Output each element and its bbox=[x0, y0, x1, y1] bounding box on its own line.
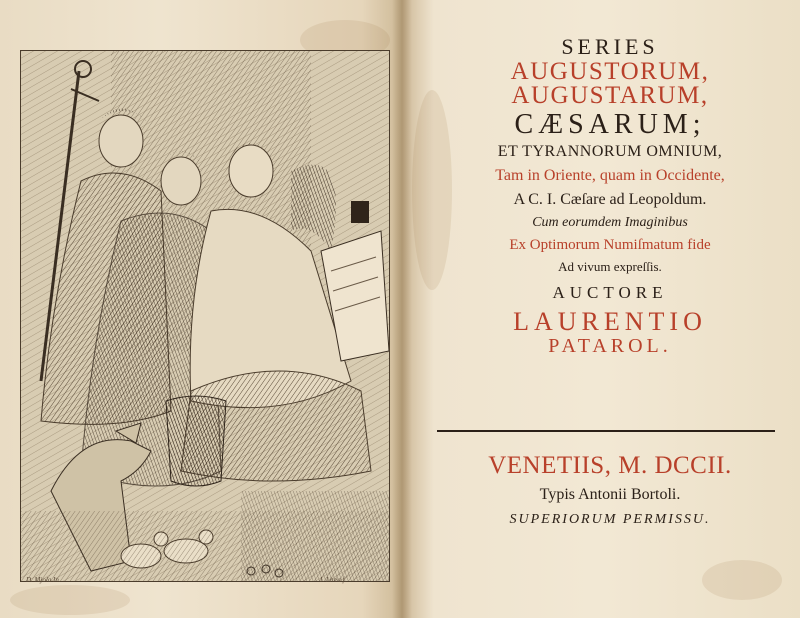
book-gutter bbox=[392, 0, 412, 618]
engraver-signature-right: I. Lirea f. bbox=[320, 576, 347, 584]
divider-rule bbox=[437, 430, 775, 432]
title-line-vivum: Ad vivum expreſſis. bbox=[558, 259, 662, 274]
title-line-auctore: AUCTORE bbox=[552, 283, 668, 302]
title-line-augustarum: AUGUSTARUM, bbox=[511, 82, 709, 109]
imprint-block bbox=[440, 452, 780, 528]
imprint-printer: Typis Antonii Bortoli. bbox=[539, 486, 681, 503]
imprint-place-date: VENETIIS, M. DCCII. bbox=[488, 452, 732, 479]
title-line-numismatum: Ex Optimorum Numiſmatum fide bbox=[509, 237, 711, 253]
frontispiece-engraving bbox=[20, 50, 390, 582]
title-line-tyrannorum: ET TYRANNORUM OMNIUM, bbox=[497, 143, 723, 160]
imprint-permission: SUPERIORUM PERMISSU. bbox=[509, 512, 711, 527]
title-block bbox=[440, 30, 780, 358]
author-name-laurentio: LAURENTIO bbox=[513, 307, 707, 336]
engraver-signature-left: D. Mjola In. bbox=[26, 576, 61, 584]
title-line-leopoldum: A C. I. Cæſare ad Leopoldum. bbox=[513, 191, 707, 208]
title-line-imaginibus: Cum eorumdem Imaginibus bbox=[532, 215, 688, 230]
title-line-series: SERIES bbox=[561, 34, 659, 59]
author-name-patarol: PATAROL. bbox=[548, 335, 672, 357]
engraving-illustration bbox=[21, 51, 389, 581]
title-line-augustorum: AUGUSTORUM, bbox=[510, 58, 710, 85]
title-line-oriente: Tam in Oriente, quam in Occidente, bbox=[495, 167, 725, 184]
title-line-caesarum: CÆSARUM; bbox=[514, 109, 706, 140]
